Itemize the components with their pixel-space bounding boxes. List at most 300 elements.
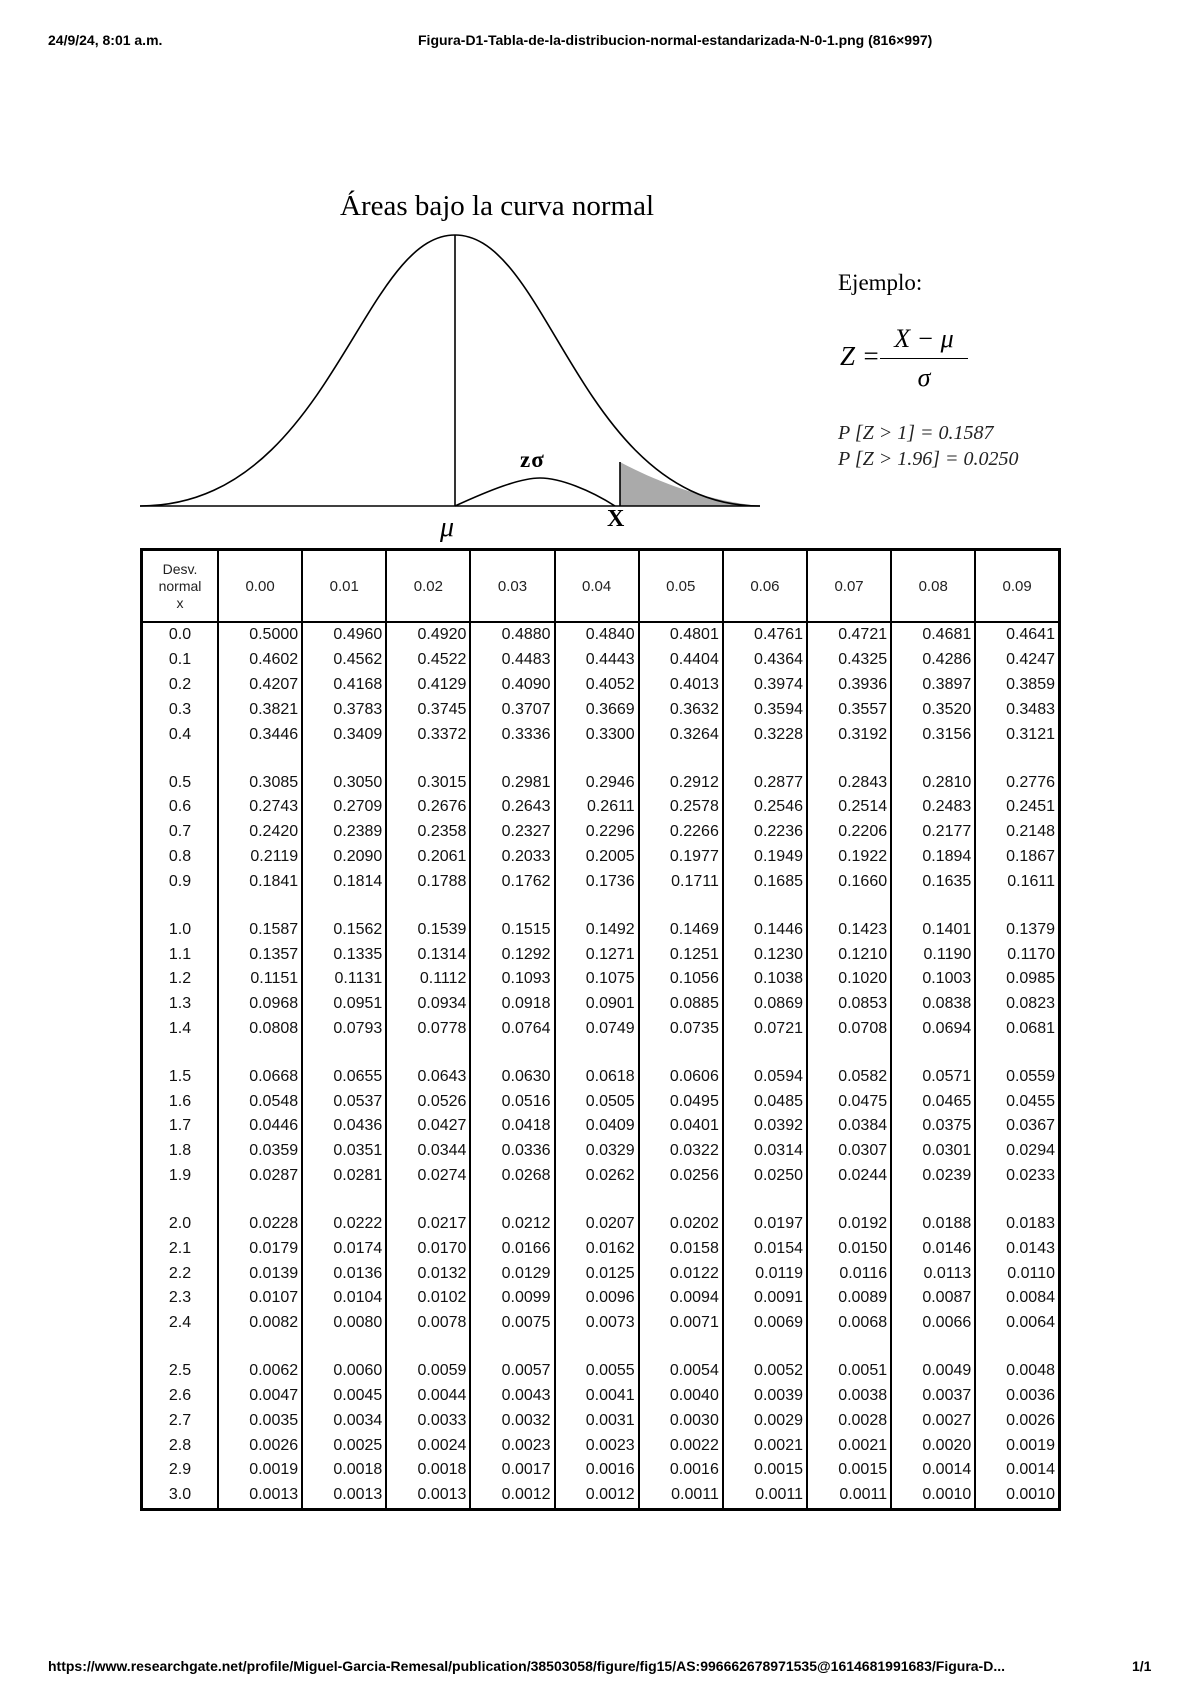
figure-title: Áreas bajo la curva normal <box>340 190 655 222</box>
probability-cell: 0.3156 <box>891 722 975 747</box>
header-col: 0.07 <box>807 550 891 623</box>
probability-cell: 0.0516 <box>470 1089 554 1114</box>
probability-cell: 0.0505 <box>555 1089 639 1114</box>
probability-cell: 0.0026 <box>218 1433 302 1458</box>
probability-cell: 0.0021 <box>723 1433 807 1458</box>
probability-cell: 0.1867 <box>975 845 1059 870</box>
table-row <box>142 698 1060 723</box>
probability-cell: 0.0013 <box>386 1483 470 1510</box>
table-row <box>142 622 1060 648</box>
probability-cell: 0.0015 <box>723 1458 807 1483</box>
header-col: 0.08 <box>891 550 975 623</box>
probability-cell: 0.2296 <box>555 820 639 845</box>
probability-cell: 0.1251 <box>639 942 723 967</box>
probability-cell: 0.0594 <box>723 1042 807 1090</box>
probability-cell: 0.0485 <box>723 1089 807 1114</box>
probability-cell: 0.1292 <box>470 942 554 967</box>
probability-cell: 0.0192 <box>807 1189 891 1237</box>
probability-cell: 0.0823 <box>975 992 1059 1017</box>
probability-cell: 0.4721 <box>807 622 891 648</box>
example-heading: Ejemplo: <box>838 270 923 295</box>
probability-cell: 0.0107 <box>218 1286 302 1311</box>
z-table-header-row <box>142 550 1060 623</box>
probability-cell: 0.0021 <box>807 1433 891 1458</box>
probability-cell: 0.0080 <box>302 1311 386 1336</box>
probability-cell: 0.2206 <box>807 820 891 845</box>
probability-cell: 0.3192 <box>807 722 891 747</box>
probability-cell: 0.2061 <box>386 845 470 870</box>
probability-cell: 0.4960 <box>302 622 386 648</box>
probability-cell: 0.0075 <box>470 1311 554 1336</box>
table-row <box>142 1236 1060 1261</box>
probability-cell: 0.0057 <box>470 1336 554 1384</box>
probability-cell: 0.0436 <box>302 1114 386 1139</box>
probability-cell: 0.0033 <box>386 1408 470 1433</box>
probability-cell: 0.0062 <box>218 1336 302 1384</box>
probability-cell: 0.3336 <box>470 722 554 747</box>
probability-cell: 0.0901 <box>555 992 639 1017</box>
probability-cell: 0.4247 <box>975 648 1059 673</box>
probability-cell: 0.1635 <box>891 870 975 895</box>
probability-cell: 0.0043 <box>470 1383 554 1408</box>
probability-cell: 0.0427 <box>386 1114 470 1139</box>
probability-cell: 0.4801 <box>639 622 723 648</box>
probability-cell: 0.2578 <box>639 795 723 820</box>
probability-cell: 0.0012 <box>470 1483 554 1510</box>
probability-cell: 0.0735 <box>639 1017 723 1042</box>
probability-cell: 0.0250 <box>723 1164 807 1189</box>
probability-cell: 0.1685 <box>723 870 807 895</box>
z-value-cell: 1.0 <box>142 894 219 942</box>
probability-cell: 0.0018 <box>386 1458 470 1483</box>
probability-cell: 0.4325 <box>807 648 891 673</box>
probability-cell: 0.2005 <box>555 845 639 870</box>
probability-cell: 0.2090 <box>302 845 386 870</box>
probability-cell: 0.1170 <box>975 942 1059 967</box>
probability-cell: 0.0559 <box>975 1042 1059 1090</box>
header-col: 0.06 <box>723 550 807 623</box>
zsigma-label: zσ <box>520 447 545 472</box>
probability-cell: 0.0073 <box>555 1311 639 1336</box>
z-value-cell: 2.7 <box>142 1408 219 1433</box>
probability-cell: 0.2877 <box>723 747 807 795</box>
probability-cell: 0.1038 <box>723 967 807 992</box>
probability-cell: 0.0537 <box>302 1089 386 1114</box>
probability-cell: 0.1379 <box>975 894 1059 942</box>
probability-cell: 0.0764 <box>470 1017 554 1042</box>
probability-cell: 0.0793 <box>302 1017 386 1042</box>
probability-cell: 0.0054 <box>639 1336 723 1384</box>
probability-cell: 0.0681 <box>975 1017 1059 1042</box>
probability-cell: 0.4052 <box>555 673 639 698</box>
probability-cell: 0.0010 <box>975 1483 1059 1510</box>
probability-cell: 0.0020 <box>891 1433 975 1458</box>
z-value-cell: 2.2 <box>142 1261 219 1286</box>
probability-cell: 0.2514 <box>807 795 891 820</box>
probability-cell: 0.0985 <box>975 967 1059 992</box>
z-value-cell: 2.5 <box>142 1336 219 1384</box>
probability-cell: 0.4364 <box>723 648 807 673</box>
probability-cell: 0.0029 <box>723 1408 807 1433</box>
probability-cell: 0.1271 <box>555 942 639 967</box>
probability-cell: 0.0038 <box>807 1383 891 1408</box>
probability-cell: 0.4641 <box>975 622 1059 648</box>
probability-cell: 0.1515 <box>470 894 554 942</box>
probability-cell: 0.0268 <box>470 1164 554 1189</box>
probability-cell: 0.3821 <box>218 698 302 723</box>
probability-cell: 0.0015 <box>807 1458 891 1483</box>
header-col: 0.00 <box>218 550 302 623</box>
probability-cell: 0.0040 <box>639 1383 723 1408</box>
probability-cell: 0.0281 <box>302 1164 386 1189</box>
probability-cell: 0.0051 <box>807 1336 891 1384</box>
probability-cell: 0.2236 <box>723 820 807 845</box>
header-desv-line: x <box>176 594 184 611</box>
table-row <box>142 820 1060 845</box>
probability-cell: 0.0011 <box>807 1483 891 1510</box>
probability-cell: 0.0571 <box>891 1042 975 1090</box>
probability-cell: 0.4880 <box>470 622 554 648</box>
probability-cell: 0.1075 <box>555 967 639 992</box>
probability-cell: 0.0256 <box>639 1164 723 1189</box>
table-row <box>142 1139 1060 1164</box>
probability-cell: 0.1894 <box>891 845 975 870</box>
probability-cell: 0.1814 <box>302 870 386 895</box>
probability-cell: 0.0150 <box>807 1236 891 1261</box>
probability-cell: 0.0918 <box>470 992 554 1017</box>
probability-cell: 0.3446 <box>218 722 302 747</box>
probability-cell: 0.1423 <box>807 894 891 942</box>
probability-cell: 0.0418 <box>470 1114 554 1139</box>
probability-cell: 0.0060 <box>302 1336 386 1384</box>
probability-cell: 0.0934 <box>386 992 470 1017</box>
probability-cell: 0.0618 <box>555 1042 639 1090</box>
header-col: 0.02 <box>386 550 470 623</box>
probability-cell: 0.0016 <box>555 1458 639 1483</box>
table-row <box>142 722 1060 747</box>
probability-cell: 0.0116 <box>807 1261 891 1286</box>
probability-cell: 0.0329 <box>555 1139 639 1164</box>
probability-cell: 0.3897 <box>891 673 975 698</box>
probability-cell: 0.0170 <box>386 1236 470 1261</box>
table-row <box>142 1433 1060 1458</box>
probability-cell: 0.0022 <box>639 1433 723 1458</box>
probability-cell: 0.0078 <box>386 1311 470 1336</box>
z-value-cell: 0.7 <box>142 820 219 845</box>
probability-cell: 0.4090 <box>470 673 554 698</box>
probability-cell: 0.1492 <box>555 894 639 942</box>
table-row <box>142 1286 1060 1311</box>
probability-cell: 0.0023 <box>555 1433 639 1458</box>
probability-cell: 0.0351 <box>302 1139 386 1164</box>
z-value-cell: 0.9 <box>142 870 219 895</box>
probability-cell: 0.0721 <box>723 1017 807 1042</box>
table-row <box>142 1017 1060 1042</box>
probability-cell: 0.4207 <box>218 673 302 698</box>
probability-cell: 0.0222 <box>302 1189 386 1237</box>
probability-cell: 0.0143 <box>975 1236 1059 1261</box>
probability-cell: 0.0606 <box>639 1042 723 1090</box>
probability-cell: 0.0475 <box>807 1089 891 1114</box>
probability-cell: 0.0059 <box>386 1336 470 1384</box>
header-desv-line: Desv. <box>162 560 198 577</box>
probability-cell: 0.0212 <box>470 1189 554 1237</box>
probability-cell: 0.1762 <box>470 870 554 895</box>
probability-cell: 0.0446 <box>218 1114 302 1139</box>
probability-cell: 0.0853 <box>807 992 891 1017</box>
probability-cell: 0.3085 <box>218 747 302 795</box>
probability-cell: 0.4404 <box>639 648 723 673</box>
probability-cell: 0.0630 <box>470 1042 554 1090</box>
table-row <box>142 894 1060 942</box>
probability-cell: 0.0089 <box>807 1286 891 1311</box>
probability-cell: 0.1131 <box>302 967 386 992</box>
probability-cell: 0.2643 <box>470 795 554 820</box>
table-row <box>142 673 1060 698</box>
probability-cell: 0.2420 <box>218 820 302 845</box>
probability-cell: 0.1210 <box>807 942 891 967</box>
z-value-cell: 0.4 <box>142 722 219 747</box>
z-value-cell: 1.1 <box>142 942 219 967</box>
probability-cell: 0.1469 <box>639 894 723 942</box>
probability-cell: 0.0409 <box>555 1114 639 1139</box>
probability-cell: 0.0166 <box>470 1236 554 1261</box>
z-value-cell: 2.1 <box>142 1236 219 1261</box>
probability-cell: 0.1112 <box>386 967 470 992</box>
probability-cell: 0.2743 <box>218 795 302 820</box>
probability-cell: 0.0068 <box>807 1311 891 1336</box>
probability-cell: 0.0307 <box>807 1139 891 1164</box>
probability-cell: 0.0048 <box>975 1336 1059 1384</box>
probability-cell: 0.0455 <box>975 1089 1059 1114</box>
probability-cell: 0.3300 <box>555 722 639 747</box>
probability-cell: 0.0401 <box>639 1114 723 1139</box>
z-value-cell: 1.5 <box>142 1042 219 1090</box>
probability-cell: 0.0041 <box>555 1383 639 1408</box>
source-url: https://www.researchgate.net/profile/Miguel-Garcia-Remesal/publication/38503058/figure/fig15/AS:996662678971535@1614681991683/Figura-D... <box>48 1658 1005 1674</box>
probability-cell: 0.1660 <box>807 870 891 895</box>
probability-cell: 0.0359 <box>218 1139 302 1164</box>
probability-cell: 0.0069 <box>723 1311 807 1336</box>
probability-cell: 0.0032 <box>470 1408 554 1433</box>
probability-cell: 0.2266 <box>639 820 723 845</box>
normal-curve-figure <box>0 0 1200 560</box>
probability-cell: 0.0262 <box>555 1164 639 1189</box>
probability-cell: 0.0087 <box>891 1286 975 1311</box>
probability-cell: 0.0027 <box>891 1408 975 1433</box>
z-value-cell: 1.4 <box>142 1017 219 1042</box>
table-row <box>142 845 1060 870</box>
header-desv-normal <box>142 550 219 623</box>
probability-cell: 0.1093 <box>470 967 554 992</box>
probability-cell: 0.0082 <box>218 1311 302 1336</box>
probability-cell: 0.0012 <box>555 1483 639 1510</box>
probability-cell: 0.0233 <box>975 1164 1059 1189</box>
probability-cell: 0.3409 <box>302 722 386 747</box>
probability-cell: 0.0885 <box>639 992 723 1017</box>
probability-cell: 0.0228 <box>218 1189 302 1237</box>
probability-cell: 0.0968 <box>218 992 302 1017</box>
probability-cell: 0.4840 <box>555 622 639 648</box>
probability-cell: 0.4129 <box>386 673 470 698</box>
probability-cell: 0.0064 <box>975 1311 1059 1336</box>
probability-cell: 0.4602 <box>218 648 302 673</box>
example-1: P [Z > 1] = 0.1587 <box>838 422 994 444</box>
z-value-cell: 2.0 <box>142 1189 219 1237</box>
header-col: 0.04 <box>555 550 639 623</box>
probability-cell: 0.1562 <box>302 894 386 942</box>
probability-cell: 0.1151 <box>218 967 302 992</box>
probability-cell: 0.0030 <box>639 1408 723 1433</box>
probability-cell: 0.3669 <box>555 698 639 723</box>
table-row <box>142 747 1060 795</box>
probability-cell: 0.0655 <box>302 1042 386 1090</box>
probability-cell: 0.1788 <box>386 870 470 895</box>
table-row <box>142 1336 1060 1384</box>
z-value-cell: 0.6 <box>142 795 219 820</box>
probability-cell: 0.0197 <box>723 1189 807 1237</box>
probability-cell: 0.0066 <box>891 1311 975 1336</box>
probability-cell: 0.0336 <box>470 1139 554 1164</box>
probability-cell: 0.2177 <box>891 820 975 845</box>
probability-cell: 0.3050 <box>302 747 386 795</box>
probability-cell: 0.4920 <box>386 622 470 648</box>
probability-cell: 0.3264 <box>639 722 723 747</box>
probability-cell: 0.0708 <box>807 1017 891 1042</box>
probability-cell: 0.0102 <box>386 1286 470 1311</box>
probability-cell: 0.0344 <box>386 1139 470 1164</box>
table-row <box>142 1189 1060 1237</box>
z-value-cell: 0.3 <box>142 698 219 723</box>
z-table <box>140 548 1061 1511</box>
table-row <box>142 1311 1060 1336</box>
probability-cell: 0.0314 <box>723 1139 807 1164</box>
probability-cell: 0.4443 <box>555 648 639 673</box>
probability-cell: 0.0091 <box>723 1286 807 1311</box>
probability-cell: 0.1711 <box>639 870 723 895</box>
header-col: 0.01 <box>302 550 386 623</box>
probability-cell: 0.1003 <box>891 967 975 992</box>
probability-cell: 0.0016 <box>639 1458 723 1483</box>
probability-cell: 0.0294 <box>975 1139 1059 1164</box>
table-row <box>142 1261 1060 1286</box>
probability-cell: 0.4286 <box>891 648 975 673</box>
probability-cell: 0.2709 <box>302 795 386 820</box>
probability-cell: 0.0023 <box>470 1433 554 1458</box>
probability-cell: 0.0055 <box>555 1336 639 1384</box>
probability-cell: 0.1230 <box>723 942 807 967</box>
shaded-tail-area <box>620 462 760 506</box>
table-row <box>142 1089 1060 1114</box>
z-value-cell: 2.4 <box>142 1311 219 1336</box>
zsigma-arc <box>455 478 615 506</box>
probability-cell: 0.2611 <box>555 795 639 820</box>
probability-cell: 0.0287 <box>218 1164 302 1189</box>
table-row <box>142 648 1060 673</box>
probability-cell: 0.0049 <box>891 1336 975 1384</box>
table-row <box>142 1114 1060 1139</box>
probability-cell: 0.0039 <box>723 1383 807 1408</box>
header-col: 0.05 <box>639 550 723 623</box>
probability-cell: 0.2119 <box>218 845 302 870</box>
probability-cell: 0.3483 <box>975 698 1059 723</box>
probability-cell: 0.3228 <box>723 722 807 747</box>
probability-cell: 0.0044 <box>386 1383 470 1408</box>
z-value-cell: 2.3 <box>142 1286 219 1311</box>
probability-cell: 0.0951 <box>302 992 386 1017</box>
probability-cell: 0.0019 <box>218 1458 302 1483</box>
probability-cell: 0.0014 <box>975 1458 1059 1483</box>
probability-cell: 0.0207 <box>555 1189 639 1237</box>
header-col: 0.09 <box>975 550 1059 623</box>
probability-cell: 0.4681 <box>891 622 975 648</box>
table-row <box>142 1042 1060 1090</box>
probability-cell: 0.0099 <box>470 1286 554 1311</box>
probability-cell: 0.1357 <box>218 942 302 967</box>
z-value-cell: 0.2 <box>142 673 219 698</box>
probability-cell: 0.3974 <box>723 673 807 698</box>
probability-cell: 0.0084 <box>975 1286 1059 1311</box>
z-value-cell: 2.8 <box>142 1433 219 1458</box>
probability-cell: 0.2483 <box>891 795 975 820</box>
probability-cell: 0.0239 <box>891 1164 975 1189</box>
formula-fraction <box>880 324 968 393</box>
table-row <box>142 1458 1060 1483</box>
probability-cell: 0.0010 <box>891 1483 975 1510</box>
z-value-cell: 3.0 <box>142 1483 219 1510</box>
table-row <box>142 967 1060 992</box>
probability-cell: 0.0183 <box>975 1189 1059 1237</box>
z-value-cell: 0.8 <box>142 845 219 870</box>
probability-cell: 0.0013 <box>218 1483 302 1510</box>
probability-cell: 0.0188 <box>891 1189 975 1237</box>
probability-cell: 0.2148 <box>975 820 1059 845</box>
probability-cell: 0.1611 <box>975 870 1059 895</box>
probability-cell: 0.0071 <box>639 1311 723 1336</box>
probability-cell: 0.3632 <box>639 698 723 723</box>
table-row <box>142 1483 1060 1510</box>
z-table-body <box>142 622 1060 1510</box>
probability-cell: 0.1922 <box>807 845 891 870</box>
table-row <box>142 795 1060 820</box>
probability-cell: 0.0031 <box>555 1408 639 1433</box>
probability-cell: 0.2033 <box>470 845 554 870</box>
probability-cell: 0.0094 <box>639 1286 723 1311</box>
probability-cell: 0.4013 <box>639 673 723 698</box>
probability-cell: 0.0384 <box>807 1114 891 1139</box>
probability-cell: 0.2389 <box>302 820 386 845</box>
probability-cell: 0.1736 <box>555 870 639 895</box>
probability-cell: 0.0582 <box>807 1042 891 1090</box>
probability-cell: 0.4483 <box>470 648 554 673</box>
probability-cell: 0.0011 <box>639 1483 723 1510</box>
probability-cell: 0.2676 <box>386 795 470 820</box>
probability-cell: 0.0465 <box>891 1089 975 1114</box>
formula-numerator: X − μ <box>880 324 968 359</box>
probability-cell: 0.3859 <box>975 673 1059 698</box>
probability-cell: 0.3372 <box>386 722 470 747</box>
page-number: 1/1 <box>1132 1658 1152 1674</box>
probability-cell: 0.1949 <box>723 845 807 870</box>
probability-cell: 0.0154 <box>723 1236 807 1261</box>
probability-cell: 0.0174 <box>302 1236 386 1261</box>
table-row <box>142 1408 1060 1433</box>
probability-cell: 0.0668 <box>218 1042 302 1090</box>
probability-cell: 0.2981 <box>470 747 554 795</box>
z-value-cell: 1.8 <box>142 1139 219 1164</box>
probability-cell: 0.3594 <box>723 698 807 723</box>
probability-cell: 0.0158 <box>639 1236 723 1261</box>
